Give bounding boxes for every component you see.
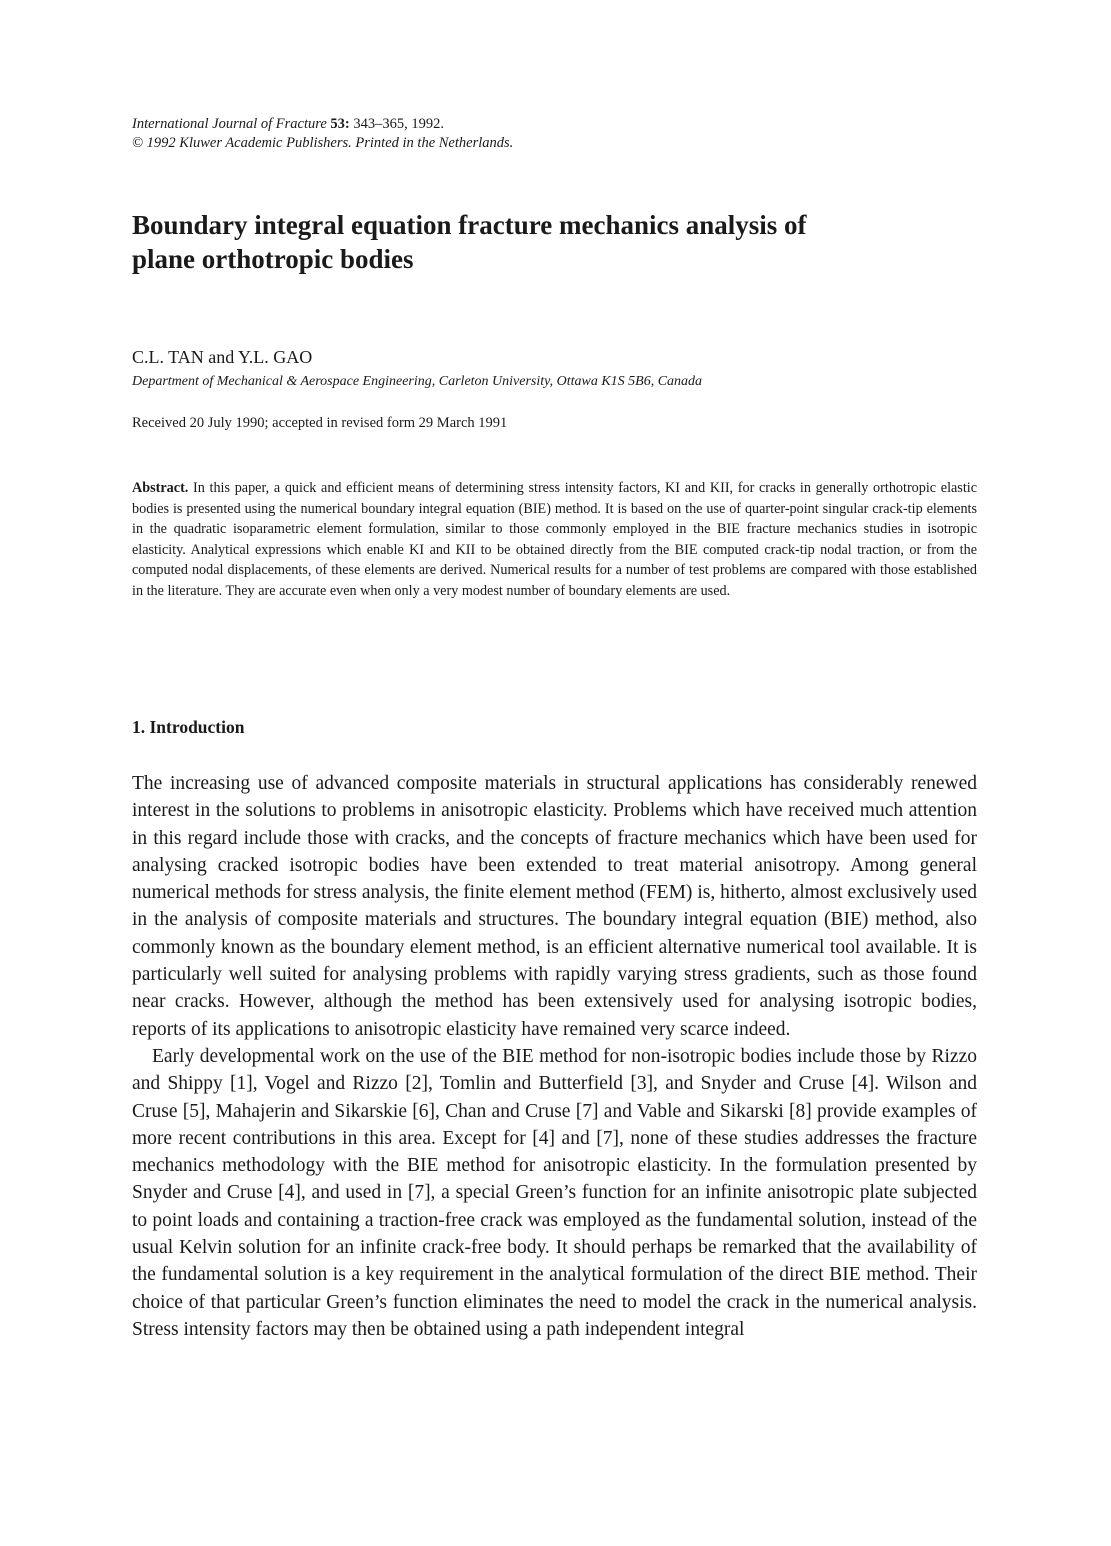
title-line-1: Boundary integral equation fracture mechanics analysis of: [132, 210, 807, 240]
title-line-2: plane orthotropic bodies: [132, 244, 414, 274]
abstract: [132, 478, 977, 601]
abstract-text: In this paper, a quick and efficient means of determining stress intensity factors, KI and KII, for cracks in generally orthotropic elastic bodies is presented using the numerical boundary integral equation (BIE) method. It is based on the use of quarter-point singular crack-tip elements in the quadratic isoparametric element formulation, similar to those commonly employed in the BIE fracture mechanics studies in isotropic elasticity. Analytical expressions which enable KI and KII to be obtained directly from the BIE computed crack-tip nodal traction, or from the computed nodal displacements, of these elements are derived. Numerical results for a number of test problems are compared with those established in the literature. They are accurate even when only a very modest number of boundary elements are used.: [132, 480, 978, 599]
abstract-label: Abstract.: [132, 480, 189, 496]
journal-pages: 343–365, 1992.: [349, 116, 445, 132]
journal-volume: 53:: [330, 116, 350, 132]
authors: C.L. TAN and Y.L. GAO: [132, 347, 313, 367]
paragraph-2: Early developmental work on the use of the BIE method for non-isotropic bodies include those by Rizzo and Shippy [1], Vogel and Rizzo [2], Tomlin and Butterfield [3], and Snyder and Cruse [4]. Wilson and Cruse [5], Mahajerin and Sikarskie [6], Chan and Cruse [7] and Vable and Sikarski [8] provide examples of more recent contributions in this area. Except for [4] and [7], none of these studies addresses the fracture mechanics methodology with the BIE method for anisotropic elasticity. In the formulation presented by Snyder and Cruse [4], and used in [7], a special Green’s function for an infinite anisotropic plate subjected to point loads and containing a traction-free crack was employed as the fundamental solution, instead of the usual Kelvin solution for an infinite crack-free body. It should perhaps be remarked that the availability of the fundamental solution is a key requirement in the analytical formulation of the direct BIE method. Their choice of that particular Green’s function eliminates the need to model the crack in the numerical analysis. Stress intensity factors may then be obtained using a path independent integral: [132, 1045, 977, 1340]
journal-name: International Journal of Fracture: [132, 116, 327, 132]
copyright-line: © 1992 Kluwer Academic Publishers. Printed in the Netherlands.: [132, 135, 514, 151]
affiliation: Department of Mechanical & Aerospace Engineering, Carleton University, Ottawa K1S 5B6, Canada: [132, 374, 703, 389]
journal-header: [132, 115, 513, 153]
paragraph-1: The increasing use of advanced composite materials in structural applications has considerably renewed interest in the solutions to problems in anisotropic elasticity. Problems which have received much attention in this regard include those with cracks, and the concepts of fracture mechanics which have been used for analysing cracked isotropic bodies have been extended to treat material anisotropy. Among general numerical methods for stress analysis, the finite element method (FEM) is, hitherto, almost exclusively used in the analysis of composite materials and structures. The boundary integral equation (BIE) method, also commonly known as the boundary element method, is an efficient alternative numerical tool available. It is particularly well suited for analysing problems with rapidly varying stress gradients, such as those found near cracks. However, although the method has been extensively used for analysing isotropic bodies, reports of its applications to anisotropic elasticity have remained very scarce indeed.: [132, 773, 977, 1040]
section-heading: 1. Introduction: [132, 717, 245, 737]
received-dates: Received 20 July 1990; accepted in revised form 29 March 1991: [132, 415, 508, 431]
citation-line: [132, 115, 513, 134]
paper-title: [132, 208, 992, 276]
section-body: [132, 770, 977, 1343]
